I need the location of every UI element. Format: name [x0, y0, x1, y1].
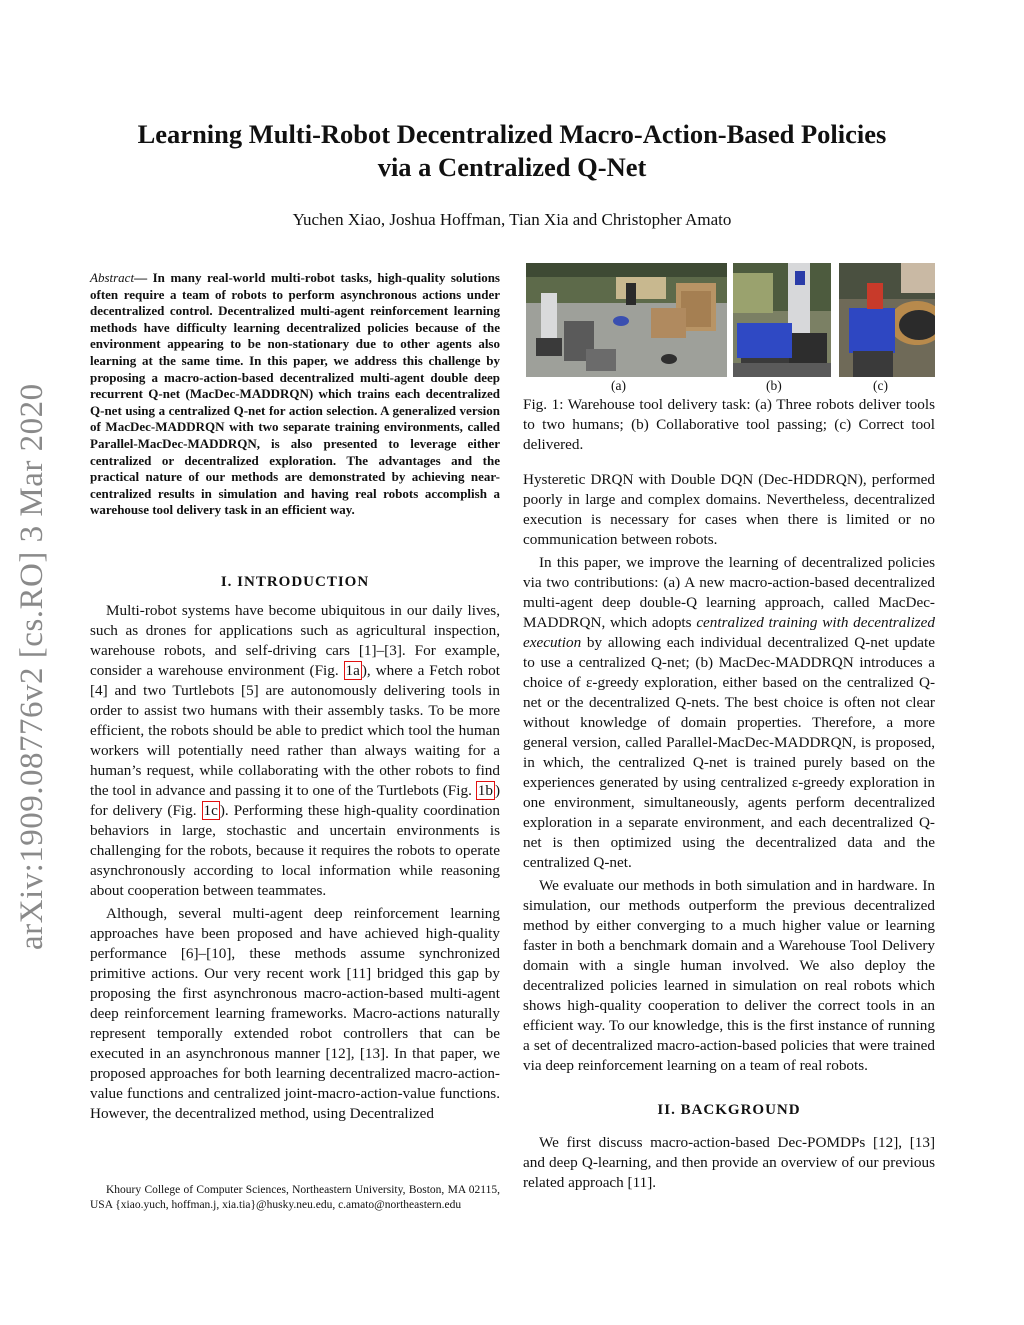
paper-title	[100, 118, 924, 184]
abstract-label: Abstract	[90, 270, 135, 285]
background-paragraph-1: We first discuss macro-action-based Dec-POMDPs [12], [13] and deep Q-learning, and then provide an overview of our previous related approach [11].	[523, 1134, 935, 1191]
intro-paragraph-1: Multi-robot systems have become ubiquitous in our daily lives, such as drones for applications such as agricultural inspection, warehouse robots, and self-driving cars [1]–[3]. For example, consider a warehouse environment (Fig. 1a ), where a Fetch robot [4] and two Turtlebots [5] are autonomously delivering tools in order to assist two humans with their assembly tasks. To be more efficient, the robots should be able to predict which tool the human workers will potentially need rather than always waiting for a human’s request, while collaborating with the other robots to find the tool in advance and passing it to one of the Turtlebots (Fig. 1b ) for delivery (Fig. 1c ). Performing these high-quality coordination behaviors in large, stochastic and uncertain environments is challenging for the robots, because it requires the robots to operate asynchronously according to local information while reasoning about cooperation between teammates.	[90, 602, 500, 899]
figure-1b-photo	[733, 263, 831, 377]
figure-1a-photo	[526, 263, 727, 377]
abstract-text: — In many real-world multi-robot tasks, high-quality solutions often require a team of robots to perform asynchronous actions under decentralized control. Decentralized multi-agent reinforcement learning methods have difficulty learning decentralized policies because of the environment appearing to be non-stationary due to other agents also learning at the same time. In this paper, we address this challenge by proposing a macro-action-based decentralized multi-agent double deep recurrent Q-net (MacDec-MADDRQN) which trains each decentralized Q-net using a centralized Q-net for action selection. A generalized version of MacDec-MADDRQN with two separate training environments, called Parallel-MacDec-MADDRQN, is also presented to leverage either centralized or decentralized exploration. The advantages and the practical nature of our methods are demonstrated by achieving near-centralized results in simulation and having real robots accomplish a warehouse tool delivery task in an efficient way.	[90, 270, 500, 518]
introduction-section	[90, 572, 500, 1124]
figure-ref-1b[interactable]: 1b	[477, 782, 493, 799]
author-list: Yuchen Xiao, Joshua Hoffman, Tian Xia and Christopher Amato	[292, 210, 732, 229]
right-column	[523, 470, 935, 1193]
author-affiliation-footnote: Khoury College of Computer Sciences, Northeastern University, Boston, MA 02115, USA {xiao.yuch, hoffman.j, xia.tia}@husky.neu.edu, c.amato@northeastern.edu	[90, 1184, 500, 1211]
section-heading-introduction: I. INTRODUCTION	[220, 574, 370, 590]
figure-ref-1a[interactable]: 1a	[345, 662, 360, 679]
figure-1b-label: (b)	[766, 378, 782, 393]
intro-paragraph-2: Although, several multi-agent deep reinforcement learning approaches have been proposed and have achieved high-quality performance [6]–[10], these methods assume synchronized primitive actions. Our very recent work [11] bridged this gap by proposing the first asynchronous macro-action-based multi-agent deep reinforcement learning frameworks. Macro-actions naturally represent temporally extended robot controllers that can be executed in an asynchronous manner [12], [13]. In that paper, we proposed approaches for both learning decentralized macro-action-value functions and centralized joint-macro-action-value functions. However, the decentralized method, using Decentralized	[90, 905, 500, 1122]
right-paragraph-1: In this paper, we improve the learning of decentralized policies via two contributions: (a) A new macro-action-based decentralized multi-agent deep double-Q learning approach, called MacDec-MADDRQN, which adopts centralized training with decentralized execution by allowing each individual decentralized Q-net update to use a centralized Q-net; (b) MacDec-MADDRQN introduces a choice of ε-greedy exploration, either based on the centralized Q-net or the decentralized Q-nets. The best choice is often not clear without knowledge of domain properties. Therefore, a more general version, called Parallel-MacDec-MADDRQN, is proposed, in which, the centralized Q-net is trained purely based on the experiences generated by using centralized ε-greedy exploration in one environment, simultaneously, agents perform decentralized exploration in a separate environment, and each decentralized Q-net is then optimized using the decentralized data and the centralized Q-net.	[523, 554, 935, 871]
abstract	[90, 270, 500, 519]
title-line-1: Learning Multi-Robot Decentralized Macro-Action-Based Policies	[137, 119, 887, 149]
section-heading-background: II. BACKGROUND	[657, 1102, 801, 1118]
right-paragraph-2: We evaluate our methods in both simulation and in hardware. In simulation, our methods outperform the previous decentralized method by either converging to a much higher value or learning faster in both a benchmark domain and a Warehouse Tool Delivery domain with a single human involved. We also deploy the decentralized policies learned in simulation on real robots which shows high-quality cooperation to deliver the correct tools in an efficient way. To our knowledge, this is the first instance of running a set of decentralized macro-action-based policies that were trained via deep reinforcement learning on a team of real robots.	[523, 877, 935, 1074]
figure-ref-1c[interactable]: 1c	[203, 802, 218, 819]
figure-1c-label: (c)	[873, 378, 888, 393]
figure-1c-photo	[839, 263, 935, 377]
figure-1-caption: Fig. 1: Warehouse tool delivery task: (a) Three robots deliver tools to two humans; (b) Collaborative tool passing; (c) Correct tool delivered.	[523, 396, 935, 453]
figure-1	[526, 263, 935, 377]
right-paragraph-0: Hysteretic DRQN with Double DQN (Dec-HDDRQN), performed poorly in large and complex domains. Nevertheless, decentralized execution is necessary for cases when there is limited or no communication between robots.	[523, 471, 935, 548]
arxiv-identifier: arXiv:1909.08776v2 [cs.RO] 3 Mar 2020	[14, 383, 50, 950]
figure-1a-label: (a)	[611, 378, 626, 393]
title-line-2: via a Centralized Q-Net	[377, 152, 647, 182]
